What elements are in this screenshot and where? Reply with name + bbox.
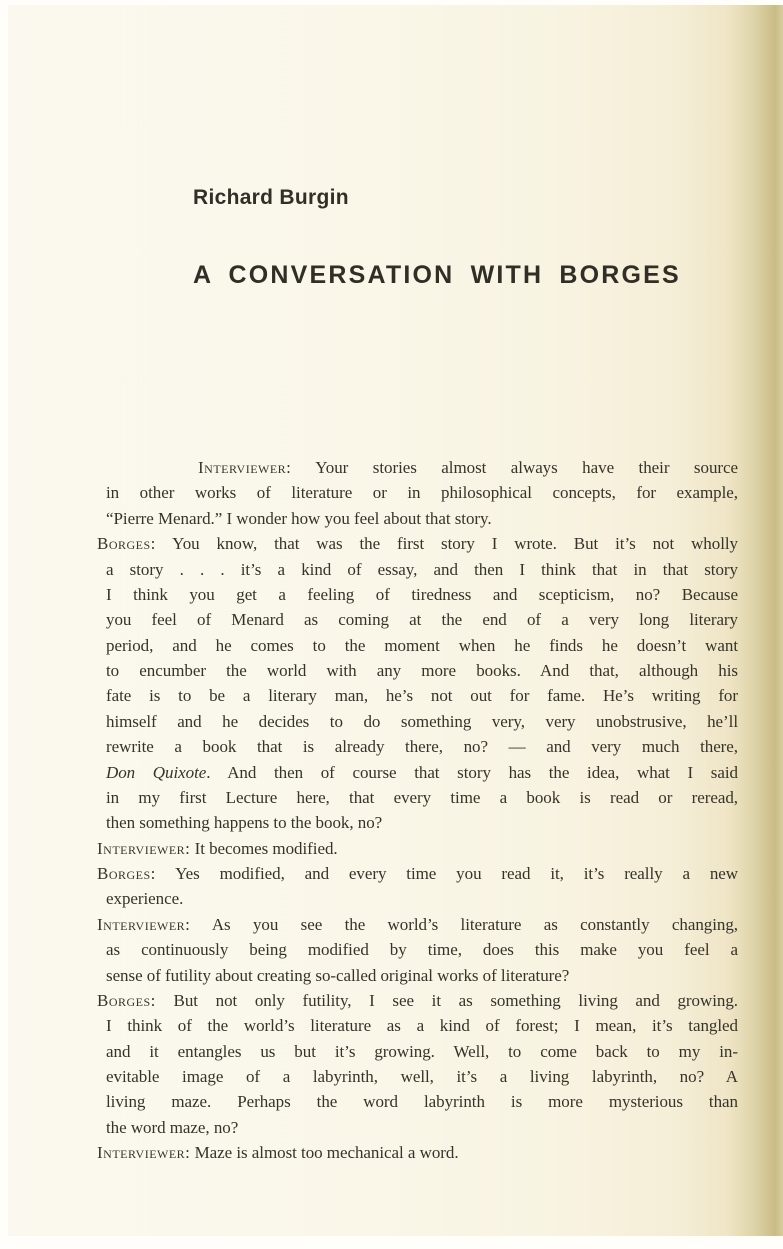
- text-segment: to encumber the world with any more books. And that, although his: [106, 661, 738, 680]
- text-line: [97, 633, 738, 658]
- text-segment: I think of the world’s literature as a kind of forest; I mean, it’s tangled: [106, 1016, 738, 1036]
- text-segment: a story . . . it’s a kind of essay, and then I think that in that story: [106, 559, 738, 579]
- dialogue-turn: [97, 861, 738, 912]
- text-segment: in other works of literature or in philosophical concepts, for example,: [106, 483, 738, 503]
- text-line: [97, 1064, 738, 1089]
- text-line: [97, 683, 738, 708]
- text-line: [97, 607, 738, 632]
- text-line: [97, 785, 738, 810]
- dialogue-turn: [97, 455, 738, 531]
- text-line: [97, 760, 738, 785]
- text-segment: in my first Lecture here, that every time a book is read or reread,: [106, 787, 738, 807]
- text-line: [97, 506, 738, 531]
- text-segment: . And then of course that story has the idea, what I said: [206, 762, 738, 782]
- text-line: [97, 455, 738, 480]
- book-page: [8, 5, 783, 1236]
- text-segment: and it entangles us but it’s growing. Well, to come back to my in-: [106, 1041, 738, 1061]
- text-segment: “Pierre Menard.” I wonder how you feel about that story.: [106, 508, 492, 528]
- text-segment: himself and he decides to do something very, very unobstrusive, he’ll: [106, 711, 738, 731]
- dialogue-turn: [97, 912, 738, 988]
- speaker-label: Interviewer:: [198, 458, 292, 477]
- text-segment: experience.: [106, 889, 184, 909]
- speaker-label: Borges:: [97, 864, 156, 883]
- text-line: [97, 886, 738, 911]
- text-segment: But not only futility, I see it as something living and growing.: [155, 990, 738, 1010]
- text-line: [97, 988, 738, 1013]
- text-line: [97, 531, 738, 556]
- text-segment: As you see the world’s literature as constantly changing,: [190, 914, 738, 934]
- speaker-label: Interviewer:: [97, 838, 191, 858]
- speaker-label: Borges:: [97, 990, 156, 1010]
- text-line: [97, 582, 738, 607]
- text-segment: You know, that was the first story I wrote. But it’s not wholly: [155, 534, 738, 554]
- text-line: [97, 937, 738, 962]
- text-segment: Yes modified, and every time you read it, it’s really a new: [155, 864, 738, 883]
- text-segment: you feel of Menard as coming at the end of a very long literary: [106, 610, 738, 630]
- dialogue-turn: [97, 531, 738, 836]
- text-line: [97, 912, 738, 937]
- text-line: [97, 1140, 738, 1165]
- text-segment: period, and he comes to the moment when he finds he doesn’t want: [106, 635, 738, 655]
- text-line: [97, 963, 738, 988]
- text-line: [97, 861, 738, 886]
- text-segment: evitable image of a labyrinth, well, it’s a living labyrinth, no? A: [106, 1067, 738, 1086]
- text-line: [97, 836, 738, 861]
- text-line: [97, 1013, 738, 1038]
- text-segment: the word maze, no?: [106, 1117, 239, 1137]
- text-segment: then something happens to the book, no?: [106, 813, 383, 833]
- dialogue-turn: [97, 988, 738, 1140]
- author-name: Richard Burgin: [193, 186, 349, 209]
- text-segment: It becomes modified.: [190, 838, 338, 858]
- text-segment: rewrite a book that is already there, no? — and very much there,: [106, 737, 738, 757]
- dialogue-turn: [97, 1140, 738, 1165]
- text-segment: Your stories almost always have their source: [291, 458, 738, 477]
- text-segment: Don Quixote: [106, 762, 207, 782]
- text-line: [97, 709, 738, 734]
- speaker-label: Borges:: [97, 534, 156, 554]
- text-line: [97, 658, 738, 683]
- chapter-title: A CONVERSATION WITH BORGES: [193, 261, 681, 289]
- text-segment: sense of futility about creating so-called original works of literature?: [106, 965, 570, 985]
- text-line: [97, 1039, 738, 1064]
- text-line: [97, 810, 738, 835]
- dialogue-text: [97, 455, 738, 1166]
- dialogue-turn: [97, 836, 738, 861]
- text-line: [97, 1089, 738, 1114]
- text-segment: I think you get a feeling of tiredness and scepticism, no? Because: [106, 584, 738, 604]
- text-segment: fate is to be a literary man, he’s not out for fame. He’s writing for: [106, 686, 738, 706]
- text-segment: as continuously being modified by time, does this make you feel a: [106, 940, 738, 960]
- text-segment: Maze is almost too mechanical a word.: [190, 1143, 459, 1163]
- text-line: [97, 480, 738, 505]
- speaker-label: Interviewer:: [97, 914, 191, 934]
- text-line: [97, 1115, 738, 1140]
- text-line: [97, 734, 738, 759]
- speaker-label: Interviewer:: [97, 1143, 191, 1163]
- text-segment: living maze. Perhaps the word labyrinth is more mysterious than: [106, 1092, 738, 1112]
- text-line: [97, 557, 738, 582]
